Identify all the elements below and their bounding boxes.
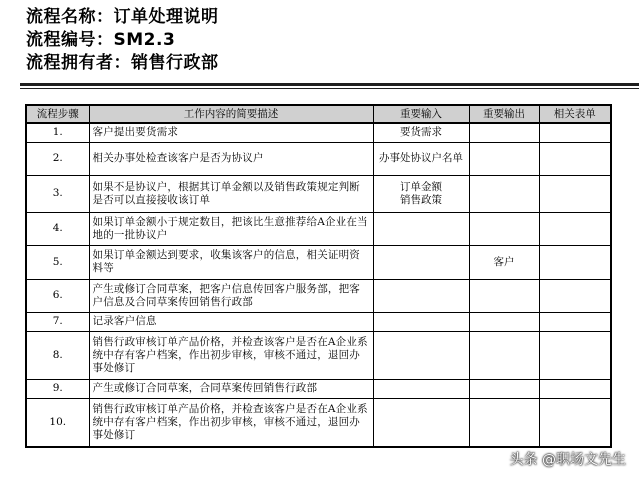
step-number: 3.: [26, 175, 89, 212]
input-item: 订单金额: [400, 180, 442, 193]
step-forms: [539, 331, 611, 379]
step-output: [469, 212, 539, 245]
step-output: [469, 379, 539, 398]
step-inputs: [373, 331, 469, 379]
process-name: 流程名称：订单处理说明: [26, 7, 219, 27]
step-forms: [539, 279, 611, 312]
table-row: [26, 123, 611, 142]
process-table: [25, 104, 612, 448]
table-row: [26, 175, 611, 212]
step-number: 1.: [26, 123, 89, 142]
step-number: 7.: [26, 312, 89, 331]
step-output: 客户: [469, 245, 539, 279]
step-inputs: [373, 212, 469, 245]
step-number: 5.: [26, 245, 89, 279]
step-forms: [539, 123, 611, 142]
step-description: 销售行政审核订单产品价格，并检查该客户是否在A企业系统中存有客户档案，作出初步审核，审核不通过，退回办事处修订: [89, 331, 373, 379]
step-number: 6.: [26, 279, 89, 312]
table-row: [26, 142, 611, 175]
step-description: 如果订单金额小于规定数目，把该比生意推荐给A企业在当地的一批协议户: [89, 212, 373, 245]
input-item: 办事处协议户名单: [379, 152, 463, 164]
table-row: [26, 312, 611, 331]
step-output: [469, 175, 539, 212]
step-inputs: [373, 123, 469, 142]
header-divider-thin: [20, 88, 639, 89]
input-item: 要货需求: [400, 126, 442, 139]
column-header-description: 工作内容的简要描述: [89, 105, 373, 123]
table-row: [26, 212, 611, 245]
input-item: 销售政策: [400, 193, 442, 206]
step-forms: [539, 175, 611, 212]
step-forms: [539, 312, 611, 331]
process-number: 流程编号：SM2.3: [26, 30, 176, 50]
step-number: 2.: [26, 142, 89, 175]
step-forms: [539, 398, 611, 447]
step-forms: [539, 142, 611, 175]
step-output: [469, 142, 539, 175]
table-row: [26, 245, 611, 279]
step-inputs: [373, 175, 469, 212]
step-description: 产生或修订合同草案，把客户信息传回客户服务部，把客户信息及合同草案传回销售行政部: [89, 279, 373, 312]
step-number: 8.: [26, 331, 89, 379]
column-header-inputs: 重要输入: [373, 105, 469, 123]
step-output: [469, 279, 539, 312]
step-forms: [539, 212, 611, 245]
step-inputs: [373, 379, 469, 398]
process-owner: 流程拥有者：销售行政部: [26, 53, 219, 73]
step-output: [469, 312, 539, 331]
step-output: [469, 398, 539, 447]
column-header-outputs: 重要输出: [469, 105, 539, 123]
step-number: 4.: [26, 212, 89, 245]
table-row: [26, 331, 611, 379]
step-forms: [539, 379, 611, 398]
column-header-step: 流程步骤: [26, 105, 89, 123]
watermark: 头条 @职场文先生: [509, 452, 626, 468]
step-inputs: [373, 312, 469, 331]
table-header-row: [26, 105, 611, 123]
step-description: 销售行政审核订单产品价格，并检查该客户是否在A企业系统中存有客户档案，作出初步审核，审核不通过，退回办事处修订: [89, 398, 373, 447]
step-output: [469, 331, 539, 379]
column-header-forms: 相关表单: [539, 105, 611, 123]
header-divider-thick: [20, 83, 639, 86]
step-description: 如果不是协议户，根据其订单金额以及销售政策规定判断是否可以直接接收该订单: [89, 175, 373, 212]
table-row: [26, 279, 611, 312]
step-description: 记录客户信息: [89, 312, 373, 331]
step-inputs: [373, 142, 469, 175]
step-inputs: [373, 245, 469, 279]
step-number: 9.: [26, 379, 89, 398]
step-description: 如果订单金额达到要求，收集该客户的信息，相关证明资料等: [89, 245, 373, 279]
step-output: [469, 123, 539, 142]
step-description: 客户提出要货需求: [89, 123, 373, 142]
table-row: [26, 398, 611, 447]
step-description: 相关办事处检查该客户是否为协议户: [89, 142, 373, 175]
table-row: [26, 379, 611, 398]
step-forms: [539, 245, 611, 279]
step-inputs: [373, 398, 469, 447]
step-inputs: [373, 279, 469, 312]
step-description: 产生或修订合同草案，合同草案传回销售行政部: [89, 379, 373, 398]
step-number: 10.: [26, 398, 89, 447]
process-header: [26, 6, 219, 75]
